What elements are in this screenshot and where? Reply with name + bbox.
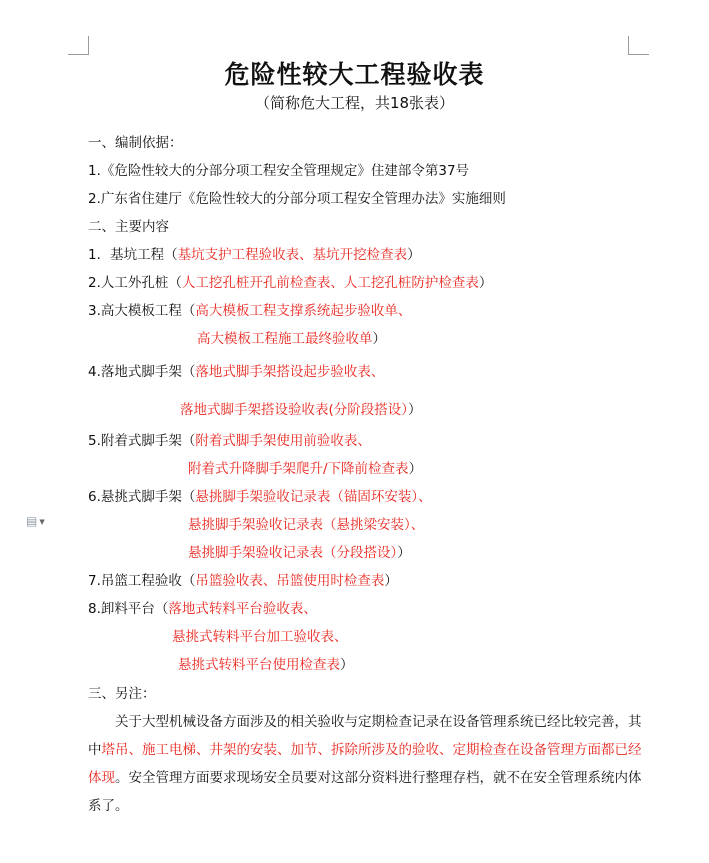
content-item-8: 8.卸料平台（落地式转料平台验收表、 [88,601,317,617]
section-heading-notes: 三、另注： [88,686,156,702]
content-item-4: 4.落地式脚手架（落地式脚手架搭设起步验收表、 [88,364,385,380]
page-corner-mark-top-right [628,36,649,55]
chevron-down-icon: ▼ [39,517,45,526]
content-item-4-cont: 落地式脚手架搭设验收表(分阶段搭设）） [180,402,422,418]
page-title: 危险性较大工程验收表 [224,60,485,89]
content-item-5-cont: 附着式升降脚手架爬升/下降前检查表） [188,461,423,477]
basis-item-1: 1.《危险性较大的分部分项工程安全管理规定》住建部令第37号 [88,163,470,179]
content-item-7: 7.吊篮工程验收（吊篮验收表、吊篮使用时检查表） [88,573,398,589]
page-corner-mark-top-left [68,36,89,55]
content-item-3-cont: 高大模板工程施工最终验收单） [197,331,386,347]
content-item-8-cont-2: 悬挑式转料平台使用检查表） [178,657,354,673]
basis-item-2: 2.广东省住建厅《危险性较大的分部分项工程安全管理办法》实施细则 [88,191,506,207]
section-heading-content: 二、主要内容 [88,219,169,235]
page-subtitle: （简称危大工程，共18张表） [254,94,455,112]
content-item-3: 3.高大模板工程（高大模板工程支撑系统起步验收单、 [88,303,412,319]
notes-paragraph: 关于大型机械设备方面涉及的相关验收与定期检查记录在设备管理系统已经比较完善，其中塔吊、施工电梯、井架的安装、加节、拆除所涉及的验收、定期检查在设备管理方面都已经体现。安全管理方面要求现场安全员要对这部分资料进行整理存档，就不在安全管理系统内体系了。 [88,714,642,814]
content-item-6-cont-2: 悬挑脚手架验收记录表（分段搭设）） [188,545,411,561]
section-heading-basis: 一、编制依据： [88,135,183,151]
content-item-1: 1．基坑工程（基坑支护工程验收表、基坑开挖检查表） [88,247,421,263]
content-item-2: 2.人工外孔桩（人工挖孔桩开孔前检查表、人工挖孔桩防护检查表） [88,275,493,291]
content-item-8-cont-1: 悬挑式转料平台加工验收表、 [172,629,348,645]
content-item-6: 6.悬挑式脚手架（悬挑脚手架验收记录表（锚固环安装）、 [88,489,432,505]
content-item-6-cont-1: 悬挑脚手架验收记录表（悬挑梁安装）、 [188,517,425,533]
document-icon[interactable]: ▤ ▼ [26,514,45,528]
content-item-5: 5.附着式脚手架（附着式脚手架使用前验收表、 [88,433,371,449]
